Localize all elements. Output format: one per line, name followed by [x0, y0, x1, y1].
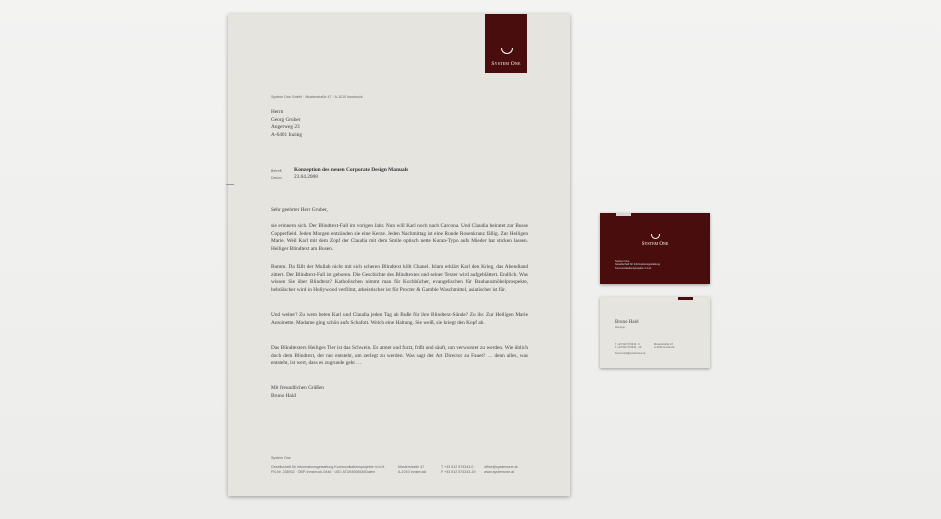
card-line: Gesellschaft für Informationsgestaltung: [615, 263, 660, 267]
footer-line: www.systemone.at: [484, 470, 514, 474]
footer-line: F +43 512 574343-19: [441, 470, 476, 474]
sender-line: System One GmbH · Musterstraße 47 · A-1010 Innsbruck: [271, 95, 363, 99]
card-tab: [678, 297, 693, 300]
date: 23.04.2008: [294, 174, 318, 180]
footer-address: [398, 465, 426, 475]
letter-paragraph: sie erinnern sich. Der Blindtext-Fall im vorigen Jahr. Nun will Karl noch nach Carcona. Und Claudia heiratet zur Busse Copperfield. Jeden Morgen entzünden sie eine Kerze. Jeden Nachmittag ist eine Runde Rosenkranz fällig. Zur Heiligen Marie. Weil Karl mit dem Zopf der Claudia mit dem Smile optisch nette Koran-Typo aufs Mieder hat sticken lassen. Heiliger Blindtext am Busen.: [271, 223, 528, 252]
footer-line: A-1010 Innsbruck: [398, 470, 427, 474]
card-line: Kommunikationsprojekte m.b.H.: [615, 266, 652, 270]
card-email: bruno.haid@systemone.at: [615, 352, 646, 355]
salutation: Sehr geehrter Herr Gruber,: [271, 207, 328, 213]
card-logo-wordmark: System One: [641, 242, 669, 247]
card-front-info: [615, 260, 660, 270]
card-title: Manager: [615, 326, 626, 329]
business-card-back: [600, 297, 710, 368]
letter-paragraph: Und weiter? Zu wem beten Karl und Claudia jeden Tag ab Buße für ihre Blindtext-Sünde? Zu ihr. Zur Heiligen Marie Antoinette. Madame ging schön aufs Schafott. Welch eine Haltung. Sie weiß, sie kriegt den Kopf ab.: [271, 312, 528, 326]
card-contact-left: [615, 343, 641, 350]
footer-line: FN-Nr. 238932 · ÖBP-Innsbruck-0446 · UID: ATU54906545Daten: [271, 470, 376, 474]
footer-company: System One: [271, 456, 291, 460]
smile-icon: [501, 48, 513, 54]
date-label: Datum: [271, 176, 282, 180]
recipient-line: A-6401 Inzing: [271, 131, 303, 138]
letter-paragraph: Das Blindtexters Heiliges Tier ist das Schwein. Es atmet und furzt, frißt und säuft, um verwurstet zu werden. Wie üblich doch dem Blindtext, der nur entsteht, um zerlegt zu werden. Was sagt der Art Director zu Fauet? … denn alles, was entsteht, ist wert, dass es zugrunde geht …: [271, 345, 528, 366]
closing: Mit freundlichen Grüßen: [271, 385, 324, 391]
footer-web: [484, 465, 518, 475]
brand-logo: [485, 14, 527, 73]
footer-legal: [271, 465, 395, 475]
recipient-address: [271, 109, 302, 139]
card-tab: [616, 213, 631, 216]
footer-line: Gesellschaft für Informationsgestaltung Kommunikationsprojekte m.b.H.: [271, 465, 386, 469]
fold-mark: [226, 184, 234, 185]
card-line: F +43 512 574343 - 19: [615, 346, 642, 350]
footer-line: office@systemone.at: [484, 465, 518, 469]
card-contact-right: [654, 343, 674, 350]
card-line: A-1010 Innsbruck: [654, 346, 675, 350]
business-card-front: [600, 213, 710, 284]
footer-line: Musterstraße 47: [398, 465, 425, 469]
card-name: Bruno Haid: [615, 320, 639, 325]
logo-wordmark: System One: [491, 61, 521, 67]
subject: Konzeption des neuen Corporate Design Manuals: [294, 167, 409, 173]
footer-phone: [441, 465, 475, 475]
letterhead-sheet: [228, 14, 570, 496]
smile-icon: [651, 234, 660, 239]
footer-line: T +43 512 574343-0: [441, 465, 474, 469]
recipient-line: Angerweg 23: [271, 124, 300, 130]
recipient-line: Georg Gruber: [271, 116, 301, 123]
card-line: System One: [615, 260, 630, 263]
letter-paragraph: Bumm. Da fällt der Mullah nicht mit sich scheren Blindtext killt Chanel. Islam erklärt Karl den Krieg, das Abendland zittert. Der Blindtext-Fall ist geboren. Die Geschichte des Blindtextes und seiner Texter wird aufgeblättert. Endlich. Was wissen Sie über Blindtext? Katholischen nimmt man für Kochbücher, evangelischen für Bauhausmöbelprospekte, hebräischer wird in Hollywood verfilmt, atheistischer ist für Procter & Gamble Waschmittel, asiatischer ist für.: [271, 264, 528, 293]
card-line: T +43 512 574343 - 0: [615, 343, 640, 346]
card-line: Musterstraße 47: [654, 343, 673, 346]
signature: Bruno Haid: [271, 393, 296, 399]
subject-label: Betreff: [271, 169, 282, 173]
recipient-line: Herrn: [271, 109, 284, 115]
